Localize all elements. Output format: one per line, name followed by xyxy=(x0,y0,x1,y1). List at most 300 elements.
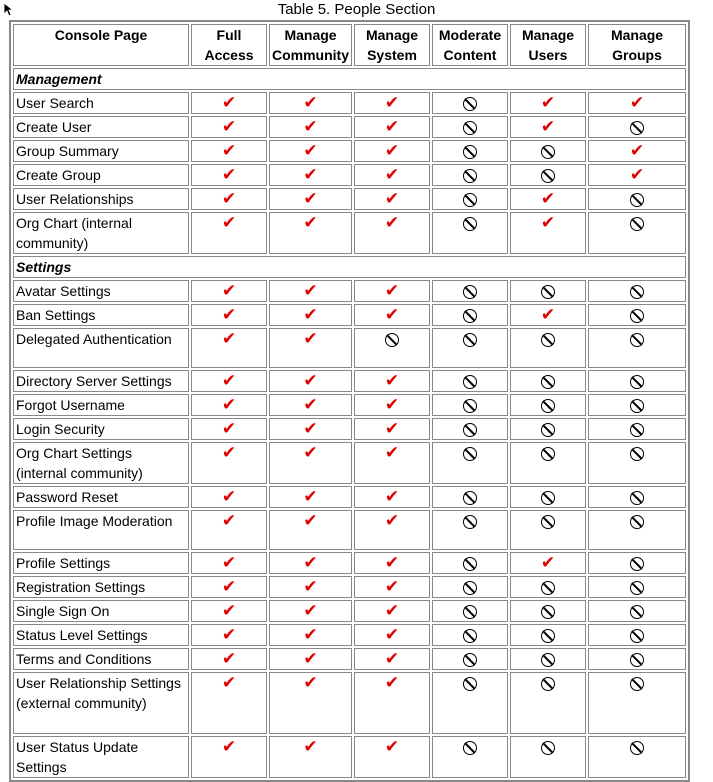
section-title: Management xyxy=(13,68,686,90)
check-mark-icon: ✔ xyxy=(303,329,318,349)
check-mark-icon: ✔ xyxy=(384,117,400,137)
permission-cell xyxy=(191,736,267,778)
permission-cell xyxy=(510,394,586,416)
console-page-cell: Group Summary xyxy=(13,140,189,162)
check-mark-icon: ✔ xyxy=(303,371,318,391)
table-row xyxy=(13,370,686,392)
permission-cell xyxy=(269,510,352,550)
check-mark-icon: ✔ xyxy=(540,553,556,573)
permission-cell xyxy=(354,394,430,416)
permission-cell xyxy=(510,370,586,392)
prohibited-icon xyxy=(541,491,555,505)
permission-cell xyxy=(510,624,586,646)
check-mark-icon: ✔ xyxy=(221,281,237,301)
permission-cell xyxy=(191,164,267,186)
permission-cell xyxy=(432,442,508,484)
permission-cell xyxy=(510,418,586,440)
table-row xyxy=(13,736,686,778)
prohibited-icon xyxy=(541,285,555,299)
check-mark-icon: ✔ xyxy=(629,93,645,113)
permission-cell xyxy=(510,280,586,302)
prohibited-icon xyxy=(630,285,644,299)
check-mark-icon: ✔ xyxy=(221,371,237,391)
prohibited-icon xyxy=(463,581,477,595)
console-page-cell: Org Chart Settings (internal community) xyxy=(13,442,189,484)
check-mark-icon: ✔ xyxy=(221,329,237,349)
console-page-cell: Directory Server Settings xyxy=(13,370,189,392)
prohibited-icon xyxy=(630,515,644,529)
permission-cell xyxy=(432,510,508,550)
prohibited-icon xyxy=(463,677,477,691)
permission-cell xyxy=(354,552,430,574)
permission-cell xyxy=(191,280,267,302)
header-manage-groups: Manage Groups xyxy=(588,24,686,66)
permission-cell xyxy=(191,672,267,734)
permission-cell xyxy=(269,304,352,326)
permission-cell xyxy=(510,92,586,114)
prohibited-icon xyxy=(463,515,477,529)
check-mark-icon: ✔ xyxy=(384,487,400,507)
permission-cell xyxy=(191,328,267,368)
console-page-cell: User Relationships xyxy=(13,188,189,210)
permission-cell xyxy=(588,552,686,574)
permission-cell xyxy=(432,552,508,574)
permission-cell xyxy=(191,188,267,210)
check-mark-icon: ✔ xyxy=(384,189,400,209)
permission-cell xyxy=(269,552,352,574)
table-row xyxy=(13,164,686,186)
table-row xyxy=(13,328,686,368)
console-page-cell: Ban Settings xyxy=(13,304,189,326)
table-row xyxy=(13,552,686,574)
check-mark-icon: ✔ xyxy=(303,165,318,185)
permission-cell xyxy=(354,164,430,186)
check-mark-icon: ✔ xyxy=(221,395,237,415)
permission-cell xyxy=(269,328,352,368)
permission-cell xyxy=(269,672,352,734)
prohibited-icon xyxy=(463,193,477,207)
permission-cell xyxy=(588,212,686,254)
table-row xyxy=(13,92,686,114)
console-page-cell: Forgot Username xyxy=(13,394,189,416)
permission-cell xyxy=(432,116,508,138)
permission-cell xyxy=(191,442,267,484)
check-mark-icon: ✔ xyxy=(384,625,400,645)
permission-cell xyxy=(269,736,352,778)
permission-cell xyxy=(269,92,352,114)
prohibited-icon xyxy=(630,581,644,595)
permission-cell xyxy=(510,672,586,734)
permission-cell xyxy=(588,736,686,778)
permission-cell xyxy=(269,188,352,210)
permission-cell xyxy=(191,576,267,598)
check-mark-icon: ✔ xyxy=(303,419,318,439)
permission-cell xyxy=(269,576,352,598)
prohibited-icon xyxy=(463,375,477,389)
permission-cell xyxy=(269,140,352,162)
check-mark-icon: ✔ xyxy=(384,673,400,693)
permission-cell xyxy=(432,92,508,114)
console-page-cell: Avatar Settings xyxy=(13,280,189,302)
console-page-cell: Profile Settings xyxy=(13,552,189,574)
permission-cell xyxy=(354,92,430,114)
check-mark-icon: ✔ xyxy=(221,419,237,439)
prohibited-icon xyxy=(541,653,555,667)
console-page-cell: Org Chart (internal community) xyxy=(13,212,189,254)
permission-cell xyxy=(510,576,586,598)
check-mark-icon: ✔ xyxy=(629,165,645,185)
table-row xyxy=(13,442,686,484)
permission-cell xyxy=(191,92,267,114)
console-page-cell: Login Security xyxy=(13,418,189,440)
permission-cell xyxy=(191,394,267,416)
check-mark-icon: ✔ xyxy=(303,305,318,325)
permission-cell xyxy=(588,280,686,302)
prohibited-icon xyxy=(541,629,555,643)
check-mark-icon: ✔ xyxy=(384,577,400,597)
prohibited-icon xyxy=(541,605,555,619)
table-row xyxy=(13,304,686,326)
table-row xyxy=(13,576,686,598)
prohibited-icon xyxy=(463,97,477,111)
header-manage-community: Manage Community xyxy=(269,24,352,66)
permission-cell xyxy=(588,600,686,622)
permission-cell xyxy=(354,418,430,440)
check-mark-icon: ✔ xyxy=(384,395,400,415)
section-title: Settings xyxy=(13,256,686,278)
check-mark-icon: ✔ xyxy=(384,141,400,161)
permission-cell xyxy=(354,304,430,326)
prohibited-icon xyxy=(463,741,477,755)
permission-cell xyxy=(588,116,686,138)
check-mark-icon: ✔ xyxy=(221,165,237,185)
permission-cell xyxy=(588,394,686,416)
check-mark-icon: ✔ xyxy=(540,93,556,113)
check-mark-icon: ✔ xyxy=(303,625,318,645)
prohibited-icon xyxy=(541,145,555,159)
permission-cell xyxy=(510,188,586,210)
permission-cell xyxy=(354,648,430,670)
check-mark-icon: ✔ xyxy=(303,395,318,415)
check-mark-icon: ✔ xyxy=(384,213,400,233)
table-row xyxy=(13,600,686,622)
permission-cell xyxy=(269,418,352,440)
permission-cell xyxy=(191,304,267,326)
prohibited-icon xyxy=(463,557,477,571)
check-mark-icon: ✔ xyxy=(303,189,318,209)
permission-cell xyxy=(588,328,686,368)
console-page-cell: Profile Image Moderation xyxy=(13,510,189,550)
permission-cell xyxy=(588,486,686,508)
check-mark-icon: ✔ xyxy=(384,649,400,669)
prohibited-icon xyxy=(463,285,477,299)
permission-cell xyxy=(432,672,508,734)
table-row xyxy=(13,648,686,670)
check-mark-icon: ✔ xyxy=(221,117,237,137)
prohibited-icon xyxy=(541,423,555,437)
check-mark-icon: ✔ xyxy=(221,487,237,507)
check-mark-icon: ✔ xyxy=(303,443,318,463)
prohibited-icon xyxy=(630,423,644,437)
permission-cell xyxy=(432,212,508,254)
check-mark-icon: ✔ xyxy=(629,141,645,161)
check-mark-icon: ✔ xyxy=(384,165,400,185)
permission-cell xyxy=(191,370,267,392)
prohibited-icon xyxy=(541,741,555,755)
prohibited-icon xyxy=(463,169,477,183)
check-mark-icon: ✔ xyxy=(303,117,318,137)
check-mark-icon: ✔ xyxy=(221,189,237,209)
permission-cell xyxy=(588,418,686,440)
permission-cell xyxy=(269,164,352,186)
permission-cell xyxy=(191,140,267,162)
check-mark-icon: ✔ xyxy=(540,305,556,325)
permission-cell xyxy=(588,576,686,598)
prohibited-icon xyxy=(463,605,477,619)
header-full-access: Full Access xyxy=(191,24,267,66)
permission-cell xyxy=(510,140,586,162)
permission-cell xyxy=(191,212,267,254)
check-mark-icon: ✔ xyxy=(221,553,237,573)
check-mark-icon: ✔ xyxy=(303,737,318,757)
permission-cell xyxy=(588,510,686,550)
permission-cell xyxy=(510,442,586,484)
check-mark-icon: ✔ xyxy=(221,625,237,645)
permission-cell xyxy=(269,212,352,254)
permission-cell xyxy=(432,600,508,622)
permission-cell xyxy=(510,510,586,550)
check-mark-icon: ✔ xyxy=(221,93,237,113)
permission-cell xyxy=(432,648,508,670)
permission-cell xyxy=(354,672,430,734)
check-mark-icon: ✔ xyxy=(384,601,400,621)
table-row xyxy=(13,280,686,302)
check-mark-icon: ✔ xyxy=(303,487,318,507)
table-caption: Table 5. People Section xyxy=(277,1,436,18)
permission-cell xyxy=(354,624,430,646)
permissions-table xyxy=(9,20,690,782)
permission-cell xyxy=(588,648,686,670)
table-row xyxy=(13,116,686,138)
check-mark-icon: ✔ xyxy=(384,419,400,439)
console-page-cell: Delegated Authentication xyxy=(13,328,189,368)
permission-cell xyxy=(510,212,586,254)
check-mark-icon: ✔ xyxy=(384,371,400,391)
console-page-cell: Create User xyxy=(13,116,189,138)
check-mark-icon: ✔ xyxy=(221,737,237,757)
permission-cell xyxy=(432,486,508,508)
prohibited-icon xyxy=(630,375,644,389)
prohibited-icon xyxy=(630,629,644,643)
check-mark-icon: ✔ xyxy=(384,511,400,531)
check-mark-icon: ✔ xyxy=(221,213,237,233)
prohibited-icon xyxy=(541,581,555,595)
permission-cell xyxy=(354,576,430,598)
prohibited-icon xyxy=(463,145,477,159)
check-mark-icon: ✔ xyxy=(384,553,400,573)
check-mark-icon: ✔ xyxy=(303,577,318,597)
check-mark-icon: ✔ xyxy=(303,141,318,161)
check-mark-icon: ✔ xyxy=(303,649,318,669)
permission-cell xyxy=(269,370,352,392)
check-mark-icon: ✔ xyxy=(303,281,318,301)
permission-cell xyxy=(269,394,352,416)
console-page-cell: Status Level Settings xyxy=(13,624,189,646)
permission-cell xyxy=(432,164,508,186)
permission-cell xyxy=(432,304,508,326)
permission-cell xyxy=(588,370,686,392)
permission-cell xyxy=(354,280,430,302)
prohibited-icon xyxy=(630,653,644,667)
prohibited-icon xyxy=(630,309,644,323)
permission-cell xyxy=(354,188,430,210)
permission-cell xyxy=(510,328,586,368)
table-row xyxy=(13,188,686,210)
permission-cell xyxy=(588,672,686,734)
prohibited-icon xyxy=(541,375,555,389)
permission-cell xyxy=(269,116,352,138)
check-mark-icon: ✔ xyxy=(540,189,556,209)
permission-cell xyxy=(191,116,267,138)
permission-cell xyxy=(354,328,430,368)
permission-cell xyxy=(510,736,586,778)
console-page-cell: Terms and Conditions xyxy=(13,648,189,670)
prohibited-icon xyxy=(630,333,644,347)
permission-cell xyxy=(432,624,508,646)
permission-cell xyxy=(354,212,430,254)
permission-cell xyxy=(191,624,267,646)
permission-cell xyxy=(269,600,352,622)
check-mark-icon: ✔ xyxy=(303,673,318,693)
section-row xyxy=(13,256,686,278)
permission-cell xyxy=(588,164,686,186)
permission-cell xyxy=(269,624,352,646)
check-mark-icon: ✔ xyxy=(221,305,237,325)
header-row xyxy=(13,24,686,66)
permission-cell xyxy=(354,442,430,484)
console-page-cell: Create Group xyxy=(13,164,189,186)
check-mark-icon: ✔ xyxy=(221,673,237,693)
table-row xyxy=(13,672,686,734)
permission-cell xyxy=(191,418,267,440)
console-page-cell: User Relationship Settings (external community) xyxy=(13,672,189,734)
table-row xyxy=(13,140,686,162)
table-row xyxy=(13,418,686,440)
header-manage-system: Manage System xyxy=(354,24,430,66)
check-mark-icon: ✔ xyxy=(221,141,237,161)
check-mark-icon: ✔ xyxy=(540,213,556,233)
console-page-cell: User Search xyxy=(13,92,189,114)
table-row xyxy=(13,486,686,508)
prohibited-icon xyxy=(463,447,477,461)
check-mark-icon: ✔ xyxy=(303,93,318,113)
header-manage-users: Manage Users xyxy=(510,24,586,66)
prohibited-icon xyxy=(463,121,477,135)
permission-cell xyxy=(432,576,508,598)
permission-cell xyxy=(269,280,352,302)
prohibited-icon xyxy=(463,491,477,505)
permission-cell xyxy=(191,486,267,508)
console-page-cell: Single Sign On xyxy=(13,600,189,622)
check-mark-icon: ✔ xyxy=(221,443,237,463)
check-mark-icon: ✔ xyxy=(221,601,237,621)
prohibited-icon xyxy=(463,309,477,323)
permission-cell xyxy=(432,188,508,210)
table-row xyxy=(13,624,686,646)
check-mark-icon: ✔ xyxy=(384,443,400,463)
permission-cell xyxy=(510,552,586,574)
permission-cell xyxy=(432,328,508,368)
permission-cell xyxy=(510,486,586,508)
check-mark-icon: ✔ xyxy=(303,553,318,573)
prohibited-icon xyxy=(463,217,477,231)
permission-cell xyxy=(354,600,430,622)
permission-cell xyxy=(510,116,586,138)
permission-cell xyxy=(354,510,430,550)
check-mark-icon: ✔ xyxy=(384,281,400,301)
permission-cell xyxy=(510,648,586,670)
prohibited-icon xyxy=(630,557,644,571)
permission-cell xyxy=(588,442,686,484)
permission-cell xyxy=(510,164,586,186)
permission-cell xyxy=(191,510,267,550)
prohibited-icon xyxy=(630,193,644,207)
prohibited-icon xyxy=(630,399,644,413)
prohibited-icon xyxy=(463,653,477,667)
prohibited-icon xyxy=(541,169,555,183)
header-moderate-content: Moderate Content xyxy=(432,24,508,66)
permission-cell xyxy=(191,648,267,670)
permission-cell xyxy=(269,442,352,484)
permission-cell xyxy=(432,140,508,162)
permission-cell xyxy=(269,648,352,670)
prohibited-icon xyxy=(541,447,555,461)
section-row xyxy=(13,68,686,90)
prohibited-icon xyxy=(630,677,644,691)
console-page-cell: Password Reset xyxy=(13,486,189,508)
check-mark-icon: ✔ xyxy=(303,213,318,233)
permission-cell xyxy=(354,370,430,392)
table-row xyxy=(13,394,686,416)
permission-cell xyxy=(510,304,586,326)
prohibited-icon xyxy=(463,423,477,437)
prohibited-icon xyxy=(630,605,644,619)
check-mark-icon: ✔ xyxy=(384,737,400,757)
check-mark-icon: ✔ xyxy=(303,511,318,531)
prohibited-icon xyxy=(463,629,477,643)
table-row xyxy=(13,510,686,550)
permission-cell xyxy=(588,92,686,114)
check-mark-icon: ✔ xyxy=(221,511,237,531)
prohibited-icon xyxy=(463,399,477,413)
table-row xyxy=(13,212,686,254)
prohibited-icon xyxy=(385,333,399,347)
permission-cell xyxy=(588,188,686,210)
prohibited-icon xyxy=(630,447,644,461)
prohibited-icon xyxy=(541,515,555,529)
check-mark-icon: ✔ xyxy=(221,577,237,597)
console-page-cell: Registration Settings xyxy=(13,576,189,598)
prohibited-icon xyxy=(630,491,644,505)
prohibited-icon xyxy=(541,333,555,347)
permission-cell xyxy=(432,736,508,778)
permission-cell xyxy=(269,486,352,508)
permission-cell xyxy=(191,552,267,574)
check-mark-icon: ✔ xyxy=(303,601,318,621)
permission-cell xyxy=(510,600,586,622)
table-body xyxy=(13,68,686,778)
prohibited-icon xyxy=(463,333,477,347)
